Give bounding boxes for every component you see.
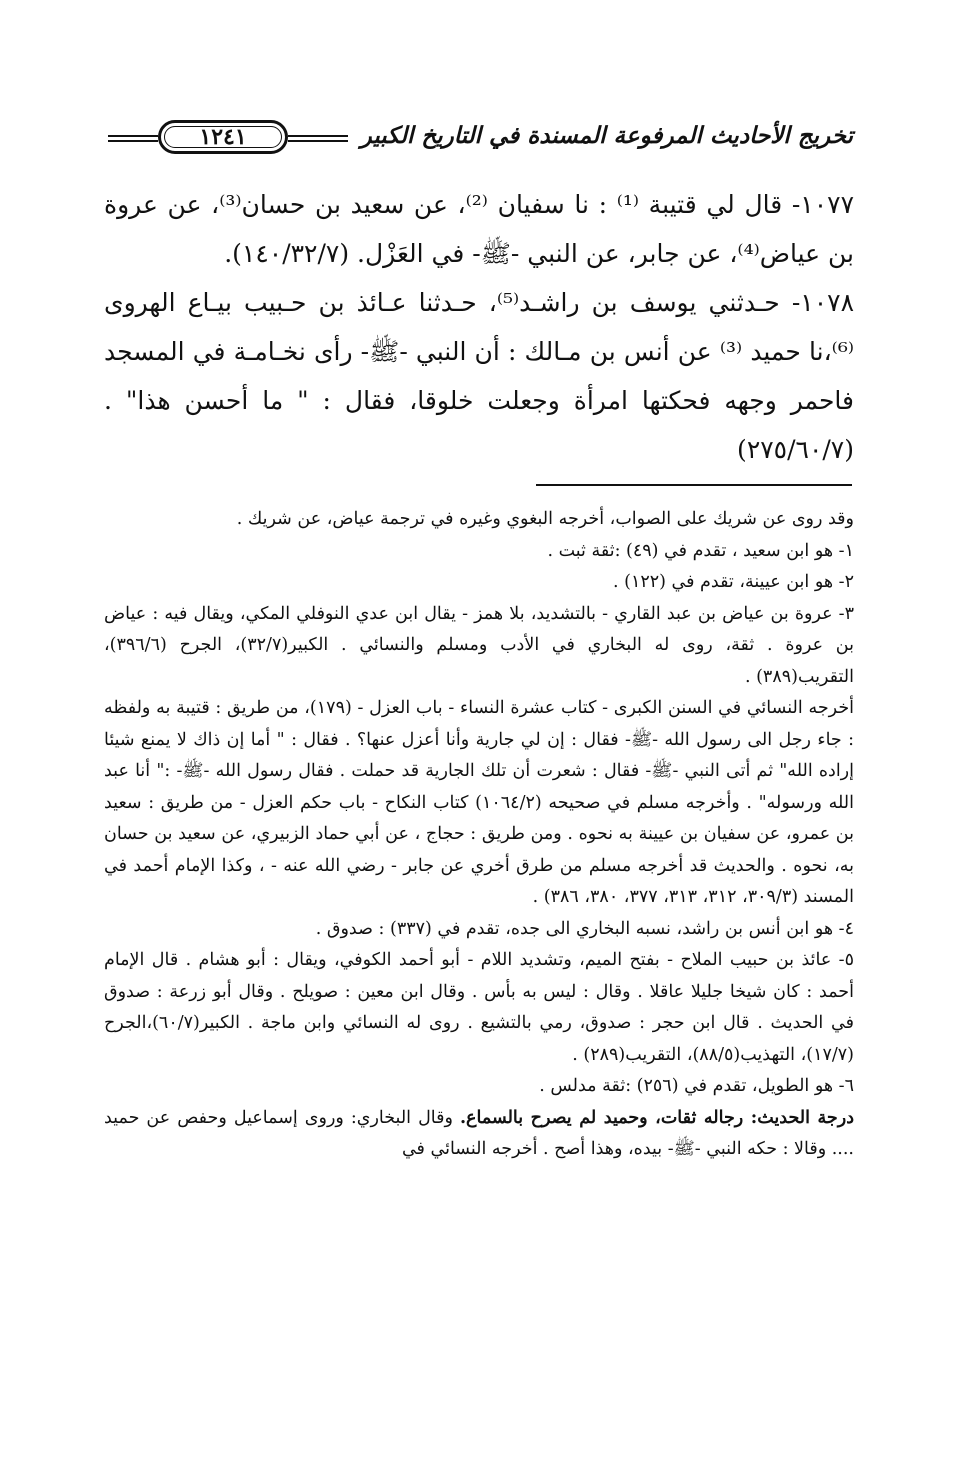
header-rule-left [108, 135, 158, 142]
footnotes [104, 504, 854, 1166]
footnote-1: ١- هو ابن سعيد ، تقدم في (٤٩) :ثقة ثبت . [547, 540, 854, 561]
hadith-1077: ١٠٧٧- قال لي قتيبة ⁽¹⁾ : نا سفيان ⁽²⁾، عن سعيد بن حسان⁽³⁾، عن عروة بن عياض⁽⁴⁾، عن جابر، عن النبي -ﷺ- في العَزْل. (١٤٠/٣٢/٧). [104, 190, 855, 268]
footnote-5: ٥- عائذ بن حبيب الملاح - بفتح الميم، وتشديد اللام - أبو أحمد الكوفي، ويقال : أبو هشام . قال الإمام أحمد : كان شيخا جليلا عاقلا . وقال : ليس به بأس . وقال ابن معين : صويلح . وقال أبو زرعة : صدوق في الحديث . قال ابن حجر : صدوق، رمي بالتشيع . روى له النسائي وابن ماجة . الكبير(٦٠/٧)،الجرح (١٧/٧)، التهذيب(٨٨/٥)، التقريب(٢٨٩) . [104, 950, 854, 1065]
footnote-3-takhrij: أخرجه النسائي في السنن الكبرى - كتاب عشرة النساء - باب العزل - (١٧٩)، من طريق : قتيبة به ولفظه : جاء رجل الى رسول الله -ﷺ- فقال : إن لي جارية وأنا أعزل عنها؟ . فقال : " أما إن ذاك لا يمنع شيئا إراده الله" ثم أتى النبي -ﷺ- فقال : شعرت أن تلك الجارية قد حملت . فقال رسول الله -ﷺ- :" أنا عبد الله ورسوله" . وأخرجه مسلم في صحيحه (١٠٦٤/٢) كتاب النكاح - باب حكم العزل - من طريق : سعيد بن عمرو، عن سفيان بن عيينة به نحوه . ومن طريق : حجاج ، عن أبي حماد الزبيري، عن سعيد بن حسان به، نحوه . والحديث قد أخرجه مسلم من طرق أخري عن جابر - رضي الله عنه - ، وكذا الإمام أحمد في المسند (٣٠٩/٣، ٣١٢، ٣١٣، ٣٧٧، ٣٨٠، ٣٨٦) . [104, 698, 854, 907]
header-rule-right [288, 135, 348, 142]
hadith-1078: ١٠٧٨- حـدثني يوسف بن راشـد⁽⁵⁾، حـدثنا عـائذ بن حـبيب بيـاع الهروى ⁽⁶⁾،نا حميد ⁽³⁾ عن أنس بن مـالك : أن النبي -ﷺ- رأى نخـامـة في المسجد فاحمر وجهه فحكتها امرأة وجعلت خلوقا، فقال : " ما أحسن هذا" . (٢٧٥/٦٠/٧) [104, 288, 854, 464]
footnote-continuation: وقد روى عن شريك على الصواب، أخرجه البغوي وغيره في ترجمة عياض، عن شريك . [236, 509, 854, 529]
footnote-2: ٢- هو ابن عيينة، تقدم في (١٢٢) . [612, 572, 854, 592]
hadith-list [104, 180, 854, 474]
footnote-4: ٤- هو ابن أنس بن راشد، نسبه البخاري الى جده، تقدم في (٣٣٧) : صدوق . [315, 918, 854, 939]
book-title: تخريج الأحاديث المرفوعة المسندة في التاريخ الكبير [360, 122, 853, 149]
page-header [108, 116, 853, 172]
grade-label: درجة الحديث: رجاله ثقات، وحميد لم يصرح بالسماع. [459, 1107, 854, 1128]
footnote-separator [536, 484, 852, 486]
hadith-grade [104, 1103, 854, 1166]
footnote-6: ٦- هو الطويل، تقدم في (٢٥٦) :ثقة مدلس . [539, 1076, 854, 1096]
footnote-3: ٣- عروة بن عياض بن عبد القاري - بالتشديد، بلا همز - يقال ابن عدي النوفلي المكي، ويقال فيه : عياض بن عروة . ثقة، روى له البخاري في الأدب ومسلم والنسائي . الكبير(٣٢/٧)، الجرح (٣٩٦/٦)، التقريب(٣٨٩) . [104, 603, 854, 687]
page-number-badge [158, 120, 288, 154]
hadith-section [104, 180, 854, 474]
page-number: ١٢٤١ [199, 124, 247, 150]
grade-text: وقال البخاري: وروى إسماعيل وحفص عن حميد .... وقالا : حكه النبي -ﷺ- بيده، وهذا أصح . أخرجه النسائي في [104, 1107, 854, 1159]
